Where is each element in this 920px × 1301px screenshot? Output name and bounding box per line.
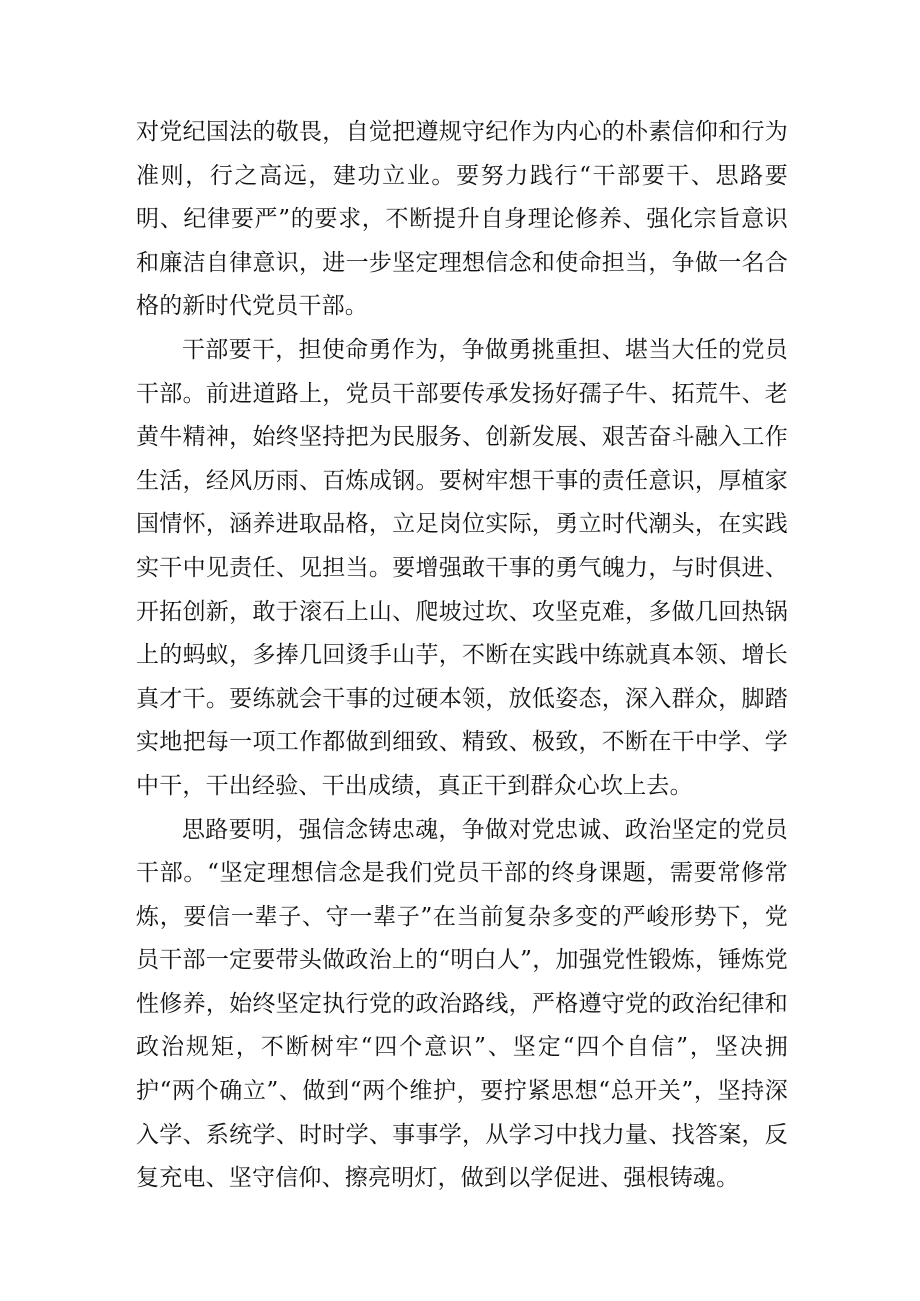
paragraph-3: 思路要明，强信念铸忠魂，争做对党忠诚、政治坚定的党员干部。“坚定理想信念是我们党员干部的终身课题，需要常修常炼，要信一辈子、守一辈子”在当前复杂多变的严峻形势下，党员干部一定要带头做政治上的“明白人”，加强党性锻炼，锤炼党性修养，始终坚定执行党的政治路线，严格遵守党的政治纪律和政治规矩，不断树牢“四个意识”、坚定“四个自信”，坚决拥护“两个确立”、做到“两个维护，要拧紧思想“总开关”，坚持深入学、系统学、时时学、事事学，从学习中找力量、找答案，反复充电、坚守信仰、擦亮明灯，做到以学促进、强根铸魂。	[136, 816, 788, 1192]
paragraph-2: 干部要干，担使命勇作为，争做勇挑重担、堪当大任的党员干部。前进道路上，党员干部要传承发扬好孺子牛、拓荒牛、老黄牛精神，始终坚持把为民服务、创新发展、艰苦奋斗融入工作生活，经风历雨、百炼成钢。要树牢想干事的责任意识，厚植家国情怀，涵养进取品格，立足岗位实际，勇立时代潮头，在实践实干中见责任、见担当。要增强敢干事的勇气魄力，与时俱进、开拓创新，敢于滚石上山、爬坡过坎、攻坚克难，多做几回热锅上的蚂蚁，多捧几回烫手山芋，不断在实践中练就真本领、增长真才干。要练就会干事的过硬本领，放低姿态，深入群众，脚踏实地把每一项工作都做到细致、精致、极致，不断在干中学、学中干，干出经验、干出成绩，真正干到群众心坎上去。	[136, 336, 788, 799]
document-body	[136, 111, 788, 1201]
paragraph-1: 对党纪国法的敬畏，自觉把遵规守纪作为内心的朴素信仰和行为准则，行之高远，建功立业。要努力践行“干部要干、思路要明、纪律要严”的要求，不断提升自身理论修养、强化宗旨意识和廉洁自律意识，进一步坚定理想信念和使命担当，争做一名合格的新时代党员干部。	[136, 119, 788, 320]
